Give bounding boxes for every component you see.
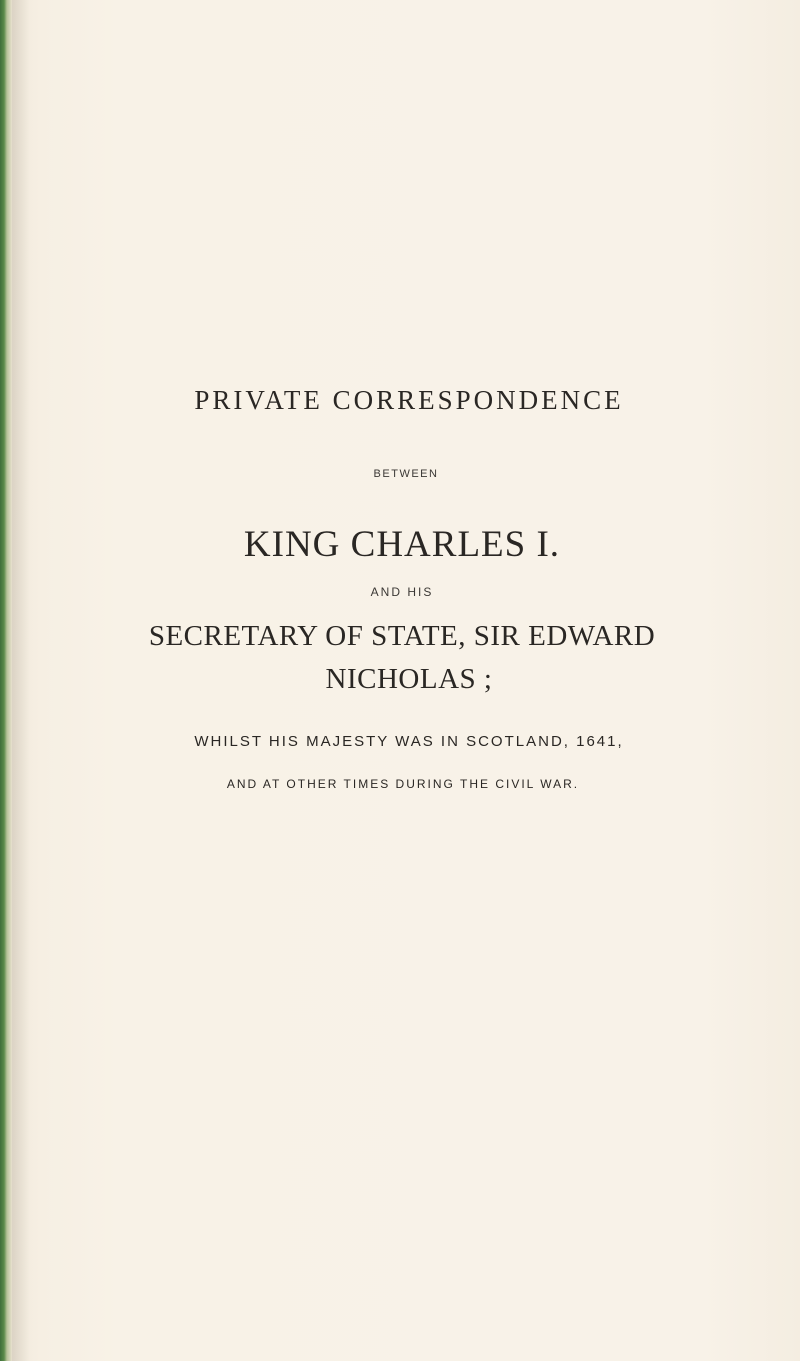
title-heading: PRIVATE CORRESPONDENCE (194, 385, 624, 415)
party-two-line-2: NICHOLAS ; (325, 663, 493, 695)
party-two-line-1: SECRETARY OF STATE, SIR EDWARD (148, 620, 656, 652)
and-his-label: AND HIS (370, 585, 434, 599)
party-one-name: KING CHARLES I. (243, 524, 561, 565)
period-line-2: AND AT OTHER TIMES DURING THE CIVIL WAR. (226, 777, 580, 791)
period-line-1: WHILST HIS MAJESTY WAS IN SCOTLAND, 1641, (194, 733, 624, 750)
between-label: BETWEEN (373, 468, 439, 480)
